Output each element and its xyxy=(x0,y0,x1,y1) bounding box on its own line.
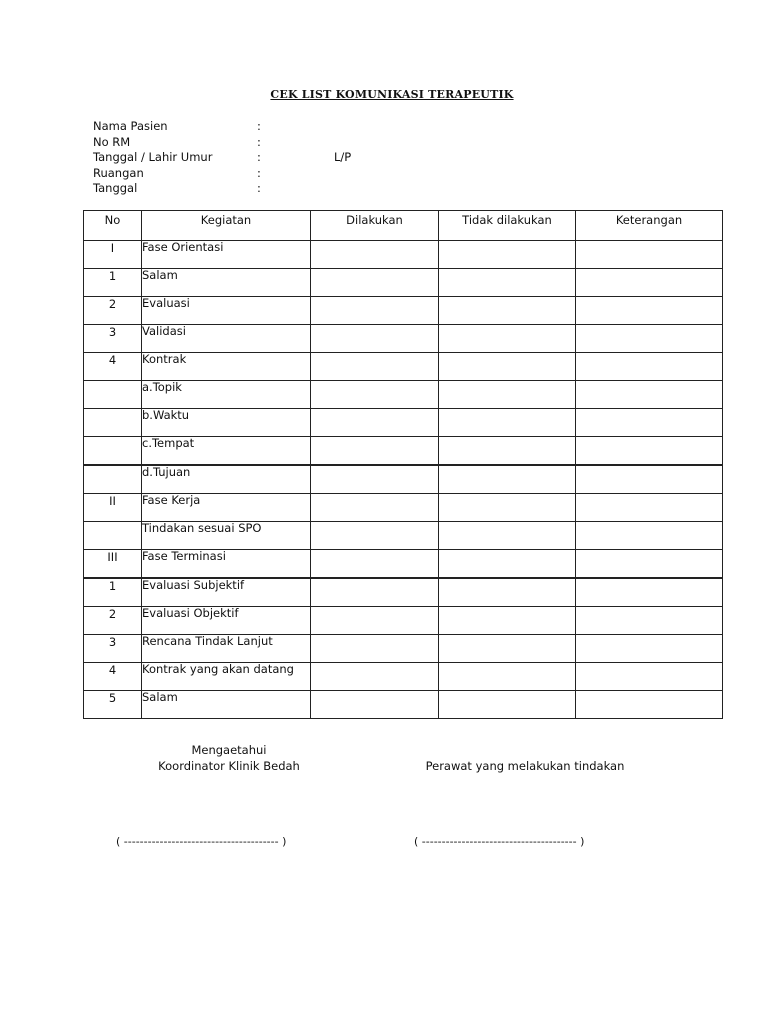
row-number xyxy=(84,381,142,409)
table-row xyxy=(84,550,723,579)
cell-dilakukan xyxy=(311,353,439,381)
row-number xyxy=(84,437,142,466)
row-number: III xyxy=(84,550,142,579)
cell-tidak-dilakukan xyxy=(439,635,576,663)
cell-dilakukan xyxy=(311,437,439,466)
row-number xyxy=(84,409,142,437)
row-activity: Kontrak xyxy=(142,353,311,381)
cell-keterangan xyxy=(576,409,723,437)
cell-keterangan xyxy=(576,691,723,719)
cell-keterangan xyxy=(576,663,723,691)
cell-dilakukan xyxy=(311,269,439,297)
table-row xyxy=(84,691,723,719)
table-row xyxy=(84,465,723,494)
header-tidak-dilakukan: Tidak dilakukan xyxy=(439,211,576,241)
table-row xyxy=(84,635,723,663)
info-label: No RM xyxy=(93,134,131,149)
signature-line-nurse: ( --------------------------------------- ) xyxy=(414,835,585,848)
cell-tidak-dilakukan xyxy=(439,269,576,297)
cell-tidak-dilakukan xyxy=(439,297,576,325)
cell-dilakukan xyxy=(311,635,439,663)
cell-dilakukan xyxy=(311,409,439,437)
row-activity: Fase Kerja xyxy=(142,494,311,522)
cell-tidak-dilakukan xyxy=(439,241,576,269)
cell-dilakukan xyxy=(311,607,439,635)
row-activity: Evaluasi Objektif xyxy=(142,607,311,635)
row-number xyxy=(84,522,142,550)
cell-tidak-dilakukan xyxy=(439,409,576,437)
signature-role: Koordinator Klinik Bedah xyxy=(158,759,300,773)
cell-tidak-dilakukan xyxy=(439,550,576,579)
info-colon: : xyxy=(257,165,261,180)
table-row xyxy=(84,381,723,409)
cell-tidak-dilakukan xyxy=(439,607,576,635)
info-label: Nama Pasien xyxy=(93,119,168,133)
signature-block-nurse xyxy=(400,758,650,774)
cell-dilakukan xyxy=(311,663,439,691)
cell-tidak-dilakukan xyxy=(439,437,576,466)
table-row xyxy=(84,241,723,269)
row-activity: Evaluasi Subjektif xyxy=(142,578,311,607)
cell-keterangan xyxy=(576,381,723,409)
cell-keterangan xyxy=(576,550,723,579)
table-row xyxy=(84,522,723,550)
row-activity: Fase Orientasi xyxy=(142,241,311,269)
row-activity: Salam xyxy=(142,691,311,719)
row-activity: Validasi xyxy=(142,325,311,353)
row-number: 5 xyxy=(84,691,142,719)
signature-role: Perawat yang melakukan tindakan xyxy=(425,759,625,773)
row-activity: Kontrak yang akan datang xyxy=(142,663,311,691)
table-row xyxy=(84,437,723,466)
cell-dilakukan xyxy=(311,550,439,579)
table-header-row xyxy=(84,211,723,241)
row-number: I xyxy=(84,241,142,269)
row-activity: b.Waktu xyxy=(142,409,311,437)
cell-keterangan xyxy=(576,325,723,353)
cell-dilakukan xyxy=(311,465,439,494)
info-colon: : xyxy=(257,150,261,164)
header-no: No xyxy=(84,211,142,241)
header-keterangan: Keterangan xyxy=(576,211,723,241)
table-row xyxy=(84,325,723,353)
row-activity: c.Tempat xyxy=(142,437,311,466)
cell-dilakukan xyxy=(311,522,439,550)
row-number xyxy=(84,465,142,494)
table-row xyxy=(84,663,723,691)
cell-keterangan xyxy=(576,465,723,494)
cell-keterangan xyxy=(576,635,723,663)
header-kegiatan: Kegiatan xyxy=(142,211,311,241)
row-number: 2 xyxy=(84,297,142,325)
cell-tidak-dilakukan xyxy=(439,522,576,550)
info-colon: : xyxy=(257,119,261,133)
document-title: CEK LIST KOMUNIKASI TERAPEUTIK xyxy=(270,88,514,101)
cell-keterangan xyxy=(576,578,723,607)
signature-block-coordinator xyxy=(118,742,340,774)
cell-tidak-dilakukan xyxy=(439,663,576,691)
cell-keterangan xyxy=(576,353,723,381)
cell-dilakukan xyxy=(311,691,439,719)
cell-keterangan xyxy=(576,437,723,466)
cell-tidak-dilakukan xyxy=(439,353,576,381)
table-row xyxy=(84,269,723,297)
table-row xyxy=(84,578,723,607)
cell-tidak-dilakukan xyxy=(439,465,576,494)
cell-keterangan xyxy=(576,241,723,269)
row-number: 2 xyxy=(84,607,142,635)
row-activity: Evaluasi xyxy=(142,297,311,325)
row-number: 4 xyxy=(84,663,142,691)
cell-tidak-dilakukan xyxy=(439,691,576,719)
info-label: Tanggal / Lahir Umur xyxy=(93,150,213,164)
row-activity: d.Tujuan xyxy=(142,465,311,494)
gender-marker: L/P xyxy=(334,150,352,164)
row-activity: Salam xyxy=(142,269,311,297)
table-row xyxy=(84,353,723,381)
row-activity: Rencana Tindak Lanjut xyxy=(142,635,311,663)
cell-dilakukan xyxy=(311,381,439,409)
cell-dilakukan xyxy=(311,297,439,325)
info-label: Ruangan xyxy=(93,165,144,180)
info-colon: : xyxy=(257,134,261,149)
cell-dilakukan xyxy=(311,241,439,269)
row-number: II xyxy=(84,494,142,522)
row-activity: Tindakan sesuai SPO xyxy=(142,522,311,550)
header-dilakukan: Dilakukan xyxy=(311,211,439,241)
cell-tidak-dilakukan xyxy=(439,381,576,409)
row-number: 1 xyxy=(84,578,142,607)
info-colon: : xyxy=(257,181,261,195)
cell-tidak-dilakukan xyxy=(439,494,576,522)
cell-dilakukan xyxy=(311,494,439,522)
table-row xyxy=(84,409,723,437)
cell-keterangan xyxy=(576,494,723,522)
cell-keterangan xyxy=(576,297,723,325)
cell-keterangan xyxy=(576,269,723,297)
table-row xyxy=(84,494,723,522)
cell-tidak-dilakukan xyxy=(439,578,576,607)
row-activity: a.Topik xyxy=(142,381,311,409)
table-row xyxy=(84,607,723,635)
signature-caption: Mengaetahui xyxy=(191,743,267,757)
info-label: Tanggal xyxy=(93,181,138,195)
signature-line-coordinator: ( --------------------------------------- ) xyxy=(116,835,287,848)
checklist-table xyxy=(83,210,723,719)
row-number: 3 xyxy=(84,325,142,353)
row-activity: Fase Terminasi xyxy=(142,550,311,579)
cell-keterangan xyxy=(576,522,723,550)
cell-dilakukan xyxy=(311,578,439,607)
cell-tidak-dilakukan xyxy=(439,325,576,353)
cell-keterangan xyxy=(576,607,723,635)
row-number: 3 xyxy=(84,635,142,663)
cell-dilakukan xyxy=(311,325,439,353)
row-number: 1 xyxy=(84,269,142,297)
table-row xyxy=(84,297,723,325)
row-number: 4 xyxy=(84,353,142,381)
